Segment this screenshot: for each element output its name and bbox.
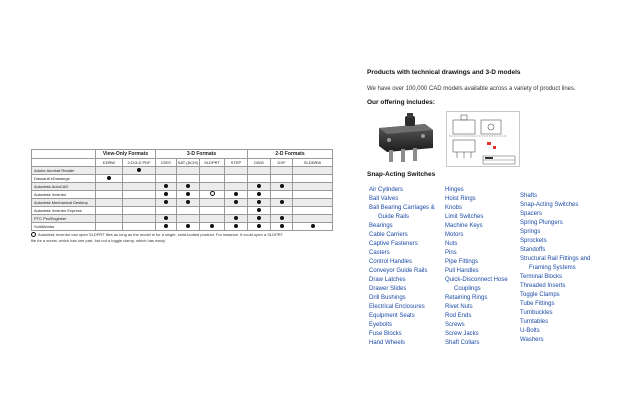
filled-circle-icon [257,200,261,204]
format-cell [123,175,156,183]
software-name: PTC Pro/Engineer [32,215,96,223]
product-link[interactable]: Bearings [369,223,393,229]
technical-drawing-icon [447,112,519,166]
format-cell [156,183,177,191]
format-cell [200,167,225,175]
product-link[interactable]: Hoist Rings [445,196,476,202]
format-cell [156,223,177,231]
product-link[interactable]: Terminal Blocks [520,274,563,280]
product-link[interactable]: Hand Wheels [369,340,406,346]
format-cell [225,199,248,207]
format-cell [177,175,200,183]
table-row [32,191,333,199]
open-circle-icon [210,191,215,196]
format-cell [156,191,177,199]
format-cell [96,175,123,183]
product-link[interactable]: Eyebolts [369,322,393,328]
switch-photo [367,110,444,166]
software-name: Autodesk Mechanical Desktop [32,199,96,207]
product-link[interactable]: Pipe Fittings [445,259,479,265]
filled-circle-icon [280,216,284,220]
product-link[interactable]: Couplings [454,286,481,292]
format-cell [200,215,225,223]
format-cell [200,199,225,207]
table-row [32,175,333,183]
format-cell [225,175,248,183]
product-link[interactable]: Framing Systems [529,265,576,271]
format-cell [177,191,200,199]
product-link[interactable]: Threaded Inserts [520,283,566,289]
product-link[interactable]: Rivet Nuts [445,304,473,310]
format-cell [177,215,200,223]
product-link[interactable]: Standoffs [520,247,546,253]
technical-drawing [446,111,520,167]
format-cell [177,167,200,175]
product-link[interactable]: Toggle Clamps [520,292,560,298]
filled-circle-icon [164,224,168,228]
product-link[interactable]: Motors [445,232,464,238]
filled-circle-icon [186,224,190,228]
format-cell [156,207,177,215]
format-cell [248,183,271,191]
format-cell [177,199,200,207]
products-heading: Products with technical drawings and 3-D models [367,69,521,76]
table-row [32,215,333,223]
format-cell [271,167,293,175]
format-cell [96,223,123,231]
format-cell [248,191,271,199]
product-link[interactable]: Drawer Slides [369,286,407,292]
table-row [32,183,333,191]
product-link[interactable]: Tube Fittings [520,301,555,307]
format-cell [200,207,225,215]
product-link[interactable]: Equipment Seats [369,313,415,319]
filled-circle-icon [311,224,315,228]
format-cell [123,207,156,215]
product-link[interactable]: Washers [520,337,544,343]
product-list-column-2 [445,186,519,348]
product-link[interactable]: Nuts [445,241,458,247]
table-corner [32,159,96,167]
product-link[interactable]: Shaft Collars [445,340,480,346]
filled-circle-icon [257,208,261,212]
format-cell [271,183,293,191]
table-row [32,207,333,215]
product-link[interactable]: Captive Fasteners [369,241,418,247]
product-link[interactable]: Machine Keys [445,223,483,229]
format-cell [293,183,333,191]
format-cell [96,215,123,223]
format-cell [293,215,333,223]
filled-circle-icon [234,216,238,220]
col-header-iges: IGES [156,159,177,167]
format-cell [156,167,177,175]
group-header-3d: 3-D Formats [156,150,248,159]
offering-heading: Our offering includes: [367,99,435,106]
filled-circle-icon [164,200,168,204]
software-name: Autodesk AutoCAD [32,183,96,191]
format-cell [225,215,248,223]
format-cell [200,175,225,183]
footnote-line: file for a screw, which has one part, but not a toggle clamp, which has many. [31,238,166,243]
format-cell [293,207,333,215]
format-cell [248,175,271,183]
format-cell [293,175,333,183]
product-link[interactable]: Sprockets [520,238,547,244]
product-list-column-3 [520,192,616,345]
format-cell [96,167,123,175]
filled-circle-icon [186,184,190,188]
format-cell [123,167,156,175]
format-cell [200,183,225,191]
product-link[interactable]: U-Bolts [520,328,540,334]
filled-circle-icon [234,192,238,196]
product-link[interactable]: Structural Rail Fittings and [520,256,591,262]
product-link[interactable]: Draw Latches [369,277,406,283]
format-cell [248,223,271,231]
table-row [32,167,333,175]
product-link[interactable]: Screw Jacks [445,331,479,337]
product-link[interactable]: Knobs [445,205,463,211]
format-cell [271,191,293,199]
filled-circle-icon [210,224,214,228]
format-cell [271,199,293,207]
format-cell [271,223,293,231]
format-cell [271,175,293,183]
filled-circle-icon [164,192,168,196]
col-header-slddrw: SLDDRW [293,159,333,167]
product-link[interactable]: Rod Ends [445,313,472,319]
table-row [32,199,333,207]
product-link[interactable]: Casters [369,250,390,256]
switch-photo-icon [367,110,444,166]
format-cell [248,167,271,175]
product-link[interactable]: Retaining Rings [445,295,488,301]
format-cell [123,183,156,191]
format-cell [248,215,271,223]
format-cell [225,167,248,175]
group-header-view-only: View-Only Formats [96,150,156,159]
format-table-body [32,167,333,231]
product-link[interactable]: Electrical Enclosures [369,304,425,310]
product-link[interactable]: Limit Switches [445,214,484,220]
product-link[interactable]: Control Handles [369,259,413,265]
products-intro: We have over 100,000 CAD models available across a variety of product lines. [367,86,576,92]
product-link[interactable]: Turnbuckles [520,310,553,316]
table-footnote [31,232,351,244]
filled-circle-icon [257,216,261,220]
software-name: Dassault eDrawings [32,175,96,183]
product-link[interactable]: Springs [520,229,541,235]
format-cell [293,191,333,199]
col-header-edrw: EDRW [96,159,123,167]
format-cell [96,207,123,215]
format-cell [123,215,156,223]
filled-circle-icon [234,200,238,204]
filled-circle-icon [234,224,238,228]
filled-circle-icon [257,224,261,228]
table-corner [32,150,96,159]
product-link[interactable]: Air Cylinders [369,187,404,193]
format-cell [96,183,123,191]
format-cell [293,199,333,207]
product-link[interactable]: Conveyor Guide Rails [369,268,428,274]
format-cell [225,223,248,231]
format-cell [293,167,333,175]
product-link[interactable]: Screws [445,322,465,328]
filled-circle-icon [280,200,284,204]
format-cell [96,191,123,199]
filled-circle-icon [257,184,261,188]
product-list-column-1 [369,186,444,348]
col-header-sldprt: SLDPRT [200,159,225,167]
product-link[interactable]: Quick-Disconnect Hose [445,277,508,283]
group-header-2d: 2-D Formats [248,150,333,159]
format-cell [177,183,200,191]
filled-circle-icon [280,224,284,228]
format-cell [123,223,156,231]
filled-circle-icon [186,192,190,196]
col-header-step: STEP [225,159,248,167]
format-compatibility-table [31,149,333,231]
format-cell [177,223,200,231]
format-cell [248,207,271,215]
format-cell [156,199,177,207]
software-name: SolidWorks [32,223,96,231]
col-header-pdf: 2-D/3-D PDF [123,159,156,167]
open-circle-icon [31,232,36,237]
format-cell [96,199,123,207]
format-cell [156,215,177,223]
product-link[interactable]: Ball Valves [369,196,399,202]
product-link[interactable]: Spring Plungers [520,220,563,226]
format-cell [248,199,271,207]
filled-circle-icon [164,184,168,188]
software-name: Autodesk Inventor Express [32,207,96,215]
snap-acting-heading: Snap-Acting Switches [367,171,436,178]
table-row [32,223,333,231]
format-cell [225,191,248,199]
product-link[interactable]: Fuse Blocks [369,331,402,337]
filled-circle-icon [186,200,190,204]
format-cell [225,183,248,191]
product-link[interactable]: Cable Carriers [369,232,408,238]
footnote-text: Autodesk Inventor can open SLDPRT files as long as the model is for a single, solid-bodied product. For instance, it could open a SLDPRT [38,232,284,237]
filled-circle-icon [164,216,168,220]
product-link[interactable]: Guide Rails [378,214,410,220]
software-name: Autodesk Inventor [32,191,96,199]
product-link[interactable]: Turntables [520,319,549,325]
col-header-sat: SAT (ACIS) [177,160,199,165]
product-link[interactable]: Pins [445,250,457,256]
product-link[interactable]: Snap-Acting Switches [520,202,579,208]
product-link[interactable]: Pull Handles [445,268,479,274]
col-header-dwg: DWG [248,159,271,167]
filled-circle-icon [107,176,111,180]
product-link[interactable]: Hinges [445,187,464,193]
filled-circle-icon [280,184,284,188]
product-link[interactable]: Spacers [520,211,543,217]
format-cell [271,215,293,223]
format-cell [200,223,225,231]
format-cell [123,191,156,199]
format-cell [225,207,248,215]
product-link[interactable]: Ball Bearing Carriages & [369,205,435,211]
format-cell [271,207,293,215]
col-header-dxf: DXF [271,159,293,167]
format-cell [200,191,225,199]
product-link[interactable]: Shafts [520,193,538,199]
format-cell [177,207,200,215]
filled-circle-icon [257,192,261,196]
format-cell [123,199,156,207]
software-name: Adobe Acrobat Reader [32,167,96,175]
product-link[interactable]: Drill Bushings [369,295,406,301]
format-cell [156,175,177,183]
format-cell [293,223,333,231]
filled-circle-icon [137,168,141,172]
